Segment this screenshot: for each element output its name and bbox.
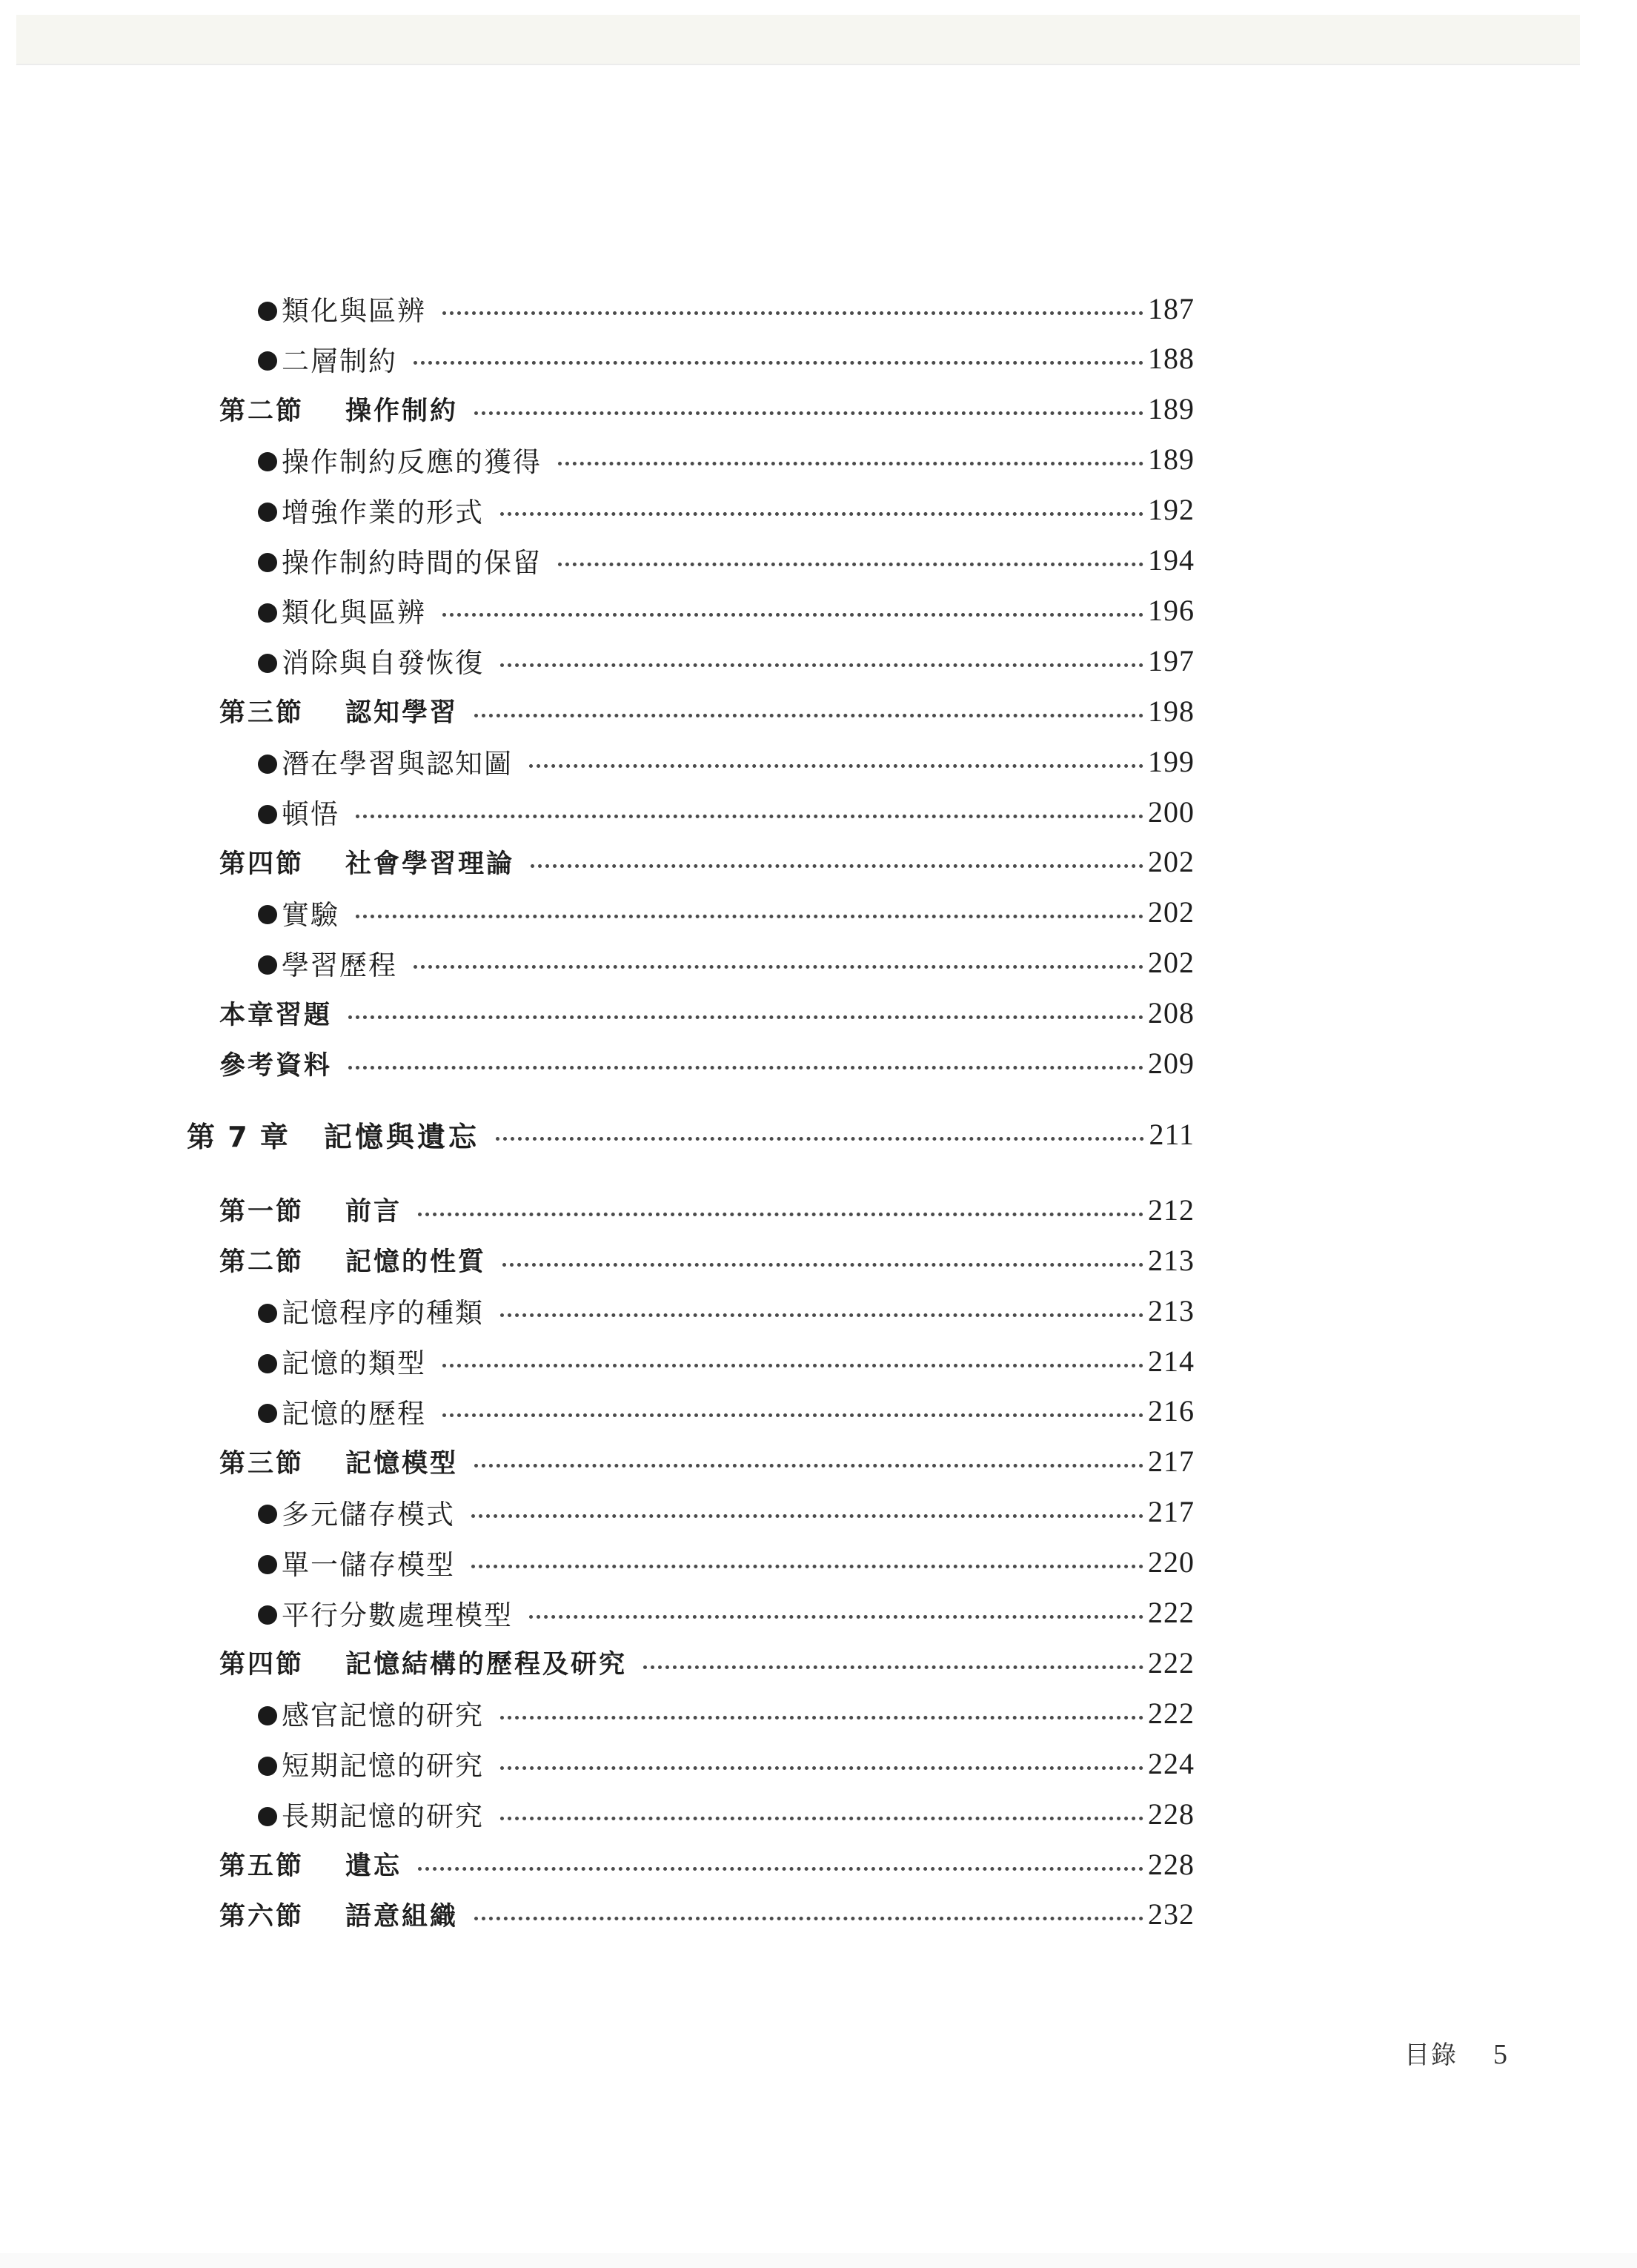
bullet-icon bbox=[258, 302, 277, 321]
toc-entry-label bbox=[258, 892, 339, 932]
toc-entry-label bbox=[219, 843, 514, 881]
toc-subsection-entry bbox=[258, 1791, 1195, 1836]
toc-entry-label bbox=[219, 1241, 486, 1279]
toc-entry-label bbox=[219, 1443, 458, 1480]
section-number: 第四節 bbox=[219, 1650, 305, 1680]
toc-page-number: 228 bbox=[1148, 1797, 1195, 1831]
toc-entry-label bbox=[258, 440, 542, 480]
bullet-icon bbox=[258, 351, 277, 371]
chapter-number: 第 7 章 bbox=[187, 1120, 290, 1153]
toc-entry-title: 多元儲存模式 bbox=[282, 1498, 455, 1531]
bullet-icon bbox=[258, 1555, 277, 1574]
toc-entry-title: 類化與區辨 bbox=[282, 295, 426, 327]
toc-page-number: 222 bbox=[1148, 1645, 1195, 1680]
toc-entry-label bbox=[258, 1542, 455, 1582]
toc-entry-label bbox=[258, 1693, 484, 1733]
bullet-icon bbox=[258, 603, 277, 623]
toc-page-number: 217 bbox=[1148, 1495, 1195, 1529]
section-number: 第二節 bbox=[219, 396, 305, 426]
toc-subsection-entry bbox=[258, 488, 1195, 532]
dot-leader bbox=[500, 512, 1143, 516]
section-title: 記憶結構的歷程及研究 bbox=[345, 1650, 628, 1680]
page-footer bbox=[1404, 2035, 1509, 2071]
toc-subsection-entry bbox=[258, 941, 1195, 985]
toc-entry-label bbox=[258, 1290, 484, 1330]
toc-page-number: 212 bbox=[1148, 1193, 1195, 1227]
toc-entry-label bbox=[258, 288, 426, 328]
bullet-icon bbox=[258, 1605, 277, 1625]
toc-entry-title: 記憶的歷程 bbox=[282, 1397, 426, 1430]
toc-entry-label bbox=[258, 640, 484, 680]
toc-page-number: 187 bbox=[1148, 291, 1195, 325]
toc-page-number: 220 bbox=[1148, 1545, 1195, 1579]
toc-subsection-entry bbox=[258, 336, 1195, 381]
chapter-title: 記憶與遺忘 bbox=[324, 1120, 480, 1153]
toc-entry-title: 類化與區辨 bbox=[282, 597, 426, 629]
toc-entry-title: 單一儲存模型 bbox=[282, 1548, 455, 1581]
toc-entry-label bbox=[258, 540, 542, 580]
dot-leader bbox=[558, 563, 1143, 566]
toc-entry bbox=[219, 991, 1195, 1035]
scan-bottom-band bbox=[0, 2253, 1637, 2268]
toc-entry-label bbox=[219, 391, 458, 428]
section-number: 第三節 bbox=[219, 1448, 305, 1479]
toc-entry-title: 記憶的類型 bbox=[282, 1347, 426, 1379]
dot-leader bbox=[471, 1514, 1143, 1518]
toc-page-number: 196 bbox=[1148, 593, 1195, 627]
toc-page-number: 188 bbox=[1148, 342, 1195, 376]
toc-section-entry bbox=[219, 1439, 1195, 1484]
dot-leader bbox=[496, 1137, 1144, 1141]
toc-chapter-entry bbox=[187, 1112, 1195, 1156]
toc-entry-label bbox=[258, 1593, 513, 1633]
section-title: 記憶的性質 bbox=[345, 1247, 487, 1278]
toc-entry-label bbox=[219, 1045, 332, 1082]
toc-subsection-entry bbox=[258, 1741, 1195, 1785]
toc-entry-title: 平行分數處理模型 bbox=[282, 1599, 513, 1631]
toc-entry bbox=[219, 1041, 1195, 1086]
toc-page-number: 192 bbox=[1148, 493, 1195, 527]
toc-subsection-entry bbox=[258, 1540, 1195, 1585]
toc-entry-title: 短期記憶的研究 bbox=[282, 1750, 484, 1783]
toc-entry-title: 本章習題 bbox=[219, 1000, 333, 1030]
toc-page-number: 228 bbox=[1148, 1847, 1195, 1881]
toc-entry-title: 記憶程序的種類 bbox=[282, 1297, 484, 1330]
dot-leader bbox=[442, 1413, 1143, 1417]
toc-subsection-entry bbox=[258, 739, 1195, 783]
dot-leader bbox=[442, 613, 1143, 617]
toc-entry-label bbox=[258, 1341, 426, 1381]
toc-entry-label bbox=[219, 1896, 458, 1933]
toc-page-number: 213 bbox=[1148, 1243, 1195, 1277]
section-number: 第四節 bbox=[219, 849, 305, 879]
toc-subsection-entry bbox=[258, 437, 1195, 482]
section-title: 操作制約 bbox=[345, 396, 459, 426]
toc-page-number: 199 bbox=[1148, 744, 1195, 778]
toc-section-entry bbox=[219, 1187, 1195, 1232]
toc-entry-title: 增強作業的形式 bbox=[282, 496, 484, 528]
dot-leader bbox=[474, 714, 1143, 717]
toc-page-number: 198 bbox=[1148, 694, 1195, 728]
toc-entry-label bbox=[258, 741, 513, 781]
toc-page-number: 209 bbox=[1148, 1047, 1195, 1080]
toc-page-number: 189 bbox=[1148, 442, 1195, 477]
toc-entry-label bbox=[258, 490, 484, 530]
toc-page-number: 216 bbox=[1148, 1394, 1195, 1428]
toc-entry-label bbox=[258, 1391, 426, 1431]
toc-entry-label bbox=[258, 1743, 484, 1783]
dot-leader bbox=[529, 764, 1143, 768]
dot-leader bbox=[442, 1364, 1143, 1367]
toc-entry-label bbox=[258, 339, 397, 379]
toc-subsection-entry bbox=[258, 286, 1195, 331]
toc-subsection-entry bbox=[258, 1591, 1195, 1635]
toc-entry-label bbox=[258, 1492, 455, 1532]
dot-leader bbox=[500, 1313, 1143, 1317]
bullet-icon bbox=[258, 1304, 277, 1323]
bullet-icon bbox=[258, 452, 277, 471]
toc-page-number: 194 bbox=[1148, 543, 1195, 577]
dot-leader bbox=[643, 1665, 1143, 1669]
dot-leader bbox=[414, 361, 1143, 365]
toc-section-entry bbox=[219, 387, 1195, 431]
toc-section-entry bbox=[219, 1238, 1195, 1282]
dot-leader bbox=[500, 1766, 1143, 1770]
dot-leader bbox=[500, 663, 1143, 667]
toc-section-entry bbox=[219, 1842, 1195, 1886]
bullet-icon bbox=[258, 805, 277, 824]
dot-leader bbox=[474, 1464, 1143, 1468]
toc-page-number: 214 bbox=[1148, 1344, 1195, 1378]
toc-entry-label bbox=[219, 692, 458, 729]
toc-section-entry bbox=[219, 1892, 1195, 1937]
toc-page-number: 232 bbox=[1148, 1897, 1195, 1932]
bullet-icon bbox=[258, 654, 277, 673]
toc-entry-label bbox=[219, 1191, 402, 1228]
toc-subsection-entry bbox=[258, 890, 1195, 935]
dot-leader bbox=[348, 1015, 1143, 1019]
toc-page-number: 224 bbox=[1148, 1746, 1195, 1780]
toc-page-number: 200 bbox=[1148, 795, 1195, 829]
dot-leader bbox=[442, 311, 1143, 315]
toc-page-number: 211 bbox=[1149, 1117, 1195, 1151]
toc-subsection-entry bbox=[258, 538, 1195, 583]
dot-leader bbox=[502, 1263, 1143, 1267]
section-title: 前言 bbox=[345, 1197, 402, 1227]
section-title: 語意組織 bbox=[345, 1901, 459, 1932]
section-number: 第三節 bbox=[219, 698, 305, 729]
toc-entry-title: 消除與自發恢復 bbox=[282, 647, 484, 680]
section-title: 遺忘 bbox=[345, 1851, 402, 1881]
section-title: 認知學習 bbox=[345, 698, 459, 729]
toc-entry-label bbox=[219, 1644, 627, 1681]
toc-entry-title: 實驗 bbox=[282, 898, 339, 931]
dot-leader bbox=[418, 1867, 1143, 1871]
toc-section-entry bbox=[219, 840, 1195, 884]
toc-entry-label bbox=[187, 1114, 479, 1155]
toc-entry-title: 感官記憶的研究 bbox=[282, 1700, 484, 1732]
section-number: 第五節 bbox=[219, 1851, 305, 1881]
toc-entry-title: 潛在學習與認知圖 bbox=[282, 748, 513, 780]
bullet-icon bbox=[258, 553, 277, 572]
bullet-icon bbox=[258, 1807, 277, 1826]
toc-entry-title: 二層制約 bbox=[282, 345, 397, 377]
toc-entry-title: 頓悟 bbox=[282, 798, 339, 830]
dot-leader bbox=[418, 1213, 1143, 1216]
toc-page-number: 222 bbox=[1148, 1696, 1195, 1730]
dot-leader bbox=[558, 462, 1143, 465]
dot-leader bbox=[474, 411, 1143, 415]
toc-subsection-entry bbox=[258, 1490, 1195, 1534]
toc-entry-label bbox=[258, 943, 397, 983]
toc-entry-title: 學習歷程 bbox=[282, 949, 397, 981]
bullet-icon bbox=[258, 755, 277, 774]
toc-entry-title: 操作制約時間的保留 bbox=[282, 546, 542, 579]
bullet-icon bbox=[258, 1757, 277, 1776]
toc-entry-title: 操作制約反應的獲得 bbox=[282, 445, 542, 478]
toc-subsection-entry bbox=[258, 1339, 1195, 1383]
section-number: 第二節 bbox=[219, 1247, 305, 1278]
section-number: 第六節 bbox=[219, 1901, 305, 1932]
scan-top-band bbox=[16, 15, 1580, 65]
toc-page-number: 202 bbox=[1148, 946, 1195, 980]
dot-leader bbox=[531, 864, 1143, 868]
bullet-icon bbox=[258, 1404, 277, 1423]
dot-leader bbox=[529, 1615, 1143, 1619]
dot-leader bbox=[356, 815, 1143, 818]
bullet-icon bbox=[258, 1354, 277, 1373]
toc-entry-label bbox=[219, 995, 332, 1032]
toc-section-entry bbox=[219, 689, 1195, 733]
toc-page-number: 208 bbox=[1148, 996, 1195, 1030]
footer-page-number: 5 bbox=[1493, 2039, 1509, 2070]
toc-page-number: 197 bbox=[1148, 643, 1195, 677]
dot-leader bbox=[348, 1066, 1143, 1070]
toc-page-number: 217 bbox=[1148, 1445, 1195, 1479]
section-title: 社會學習理論 bbox=[345, 849, 515, 879]
bullet-icon bbox=[258, 503, 277, 522]
dot-leader bbox=[474, 1917, 1143, 1920]
dot-leader bbox=[356, 915, 1143, 918]
toc-page-number: 222 bbox=[1148, 1596, 1195, 1629]
footer-label: 目錄 bbox=[1404, 2040, 1458, 2070]
section-title: 記憶模型 bbox=[345, 1448, 459, 1479]
toc-section-entry bbox=[219, 1640, 1195, 1685]
dot-leader bbox=[471, 1565, 1143, 1568]
toc-subsection-entry bbox=[258, 638, 1195, 683]
toc-subsection-entry bbox=[258, 1389, 1195, 1433]
toc-entry-label bbox=[258, 1794, 484, 1834]
toc-page-number: 189 bbox=[1148, 392, 1195, 426]
toc-entry-label bbox=[219, 1846, 402, 1883]
dot-leader bbox=[500, 1817, 1143, 1820]
toc-subsection-entry bbox=[258, 1691, 1195, 1735]
toc-entry-label bbox=[258, 590, 426, 630]
toc-subsection-entry bbox=[258, 588, 1195, 632]
toc-page-number: 213 bbox=[1148, 1293, 1195, 1327]
toc-subsection-entry bbox=[258, 1288, 1195, 1333]
bullet-icon bbox=[258, 955, 277, 975]
toc-page-number: 202 bbox=[1148, 895, 1195, 929]
toc-entry-title: 長期記憶的研究 bbox=[282, 1800, 484, 1833]
dot-leader bbox=[500, 1716, 1143, 1720]
bullet-icon bbox=[258, 1505, 277, 1524]
toc-page-number: 202 bbox=[1148, 845, 1195, 879]
bullet-icon bbox=[258, 905, 277, 924]
toc-entry-label bbox=[258, 792, 339, 832]
section-number: 第一節 bbox=[219, 1197, 305, 1227]
bullet-icon bbox=[258, 1706, 277, 1725]
toc-subsection-entry bbox=[258, 789, 1195, 834]
toc-entry-title: 參考資料 bbox=[219, 1050, 333, 1081]
dot-leader bbox=[414, 965, 1143, 969]
